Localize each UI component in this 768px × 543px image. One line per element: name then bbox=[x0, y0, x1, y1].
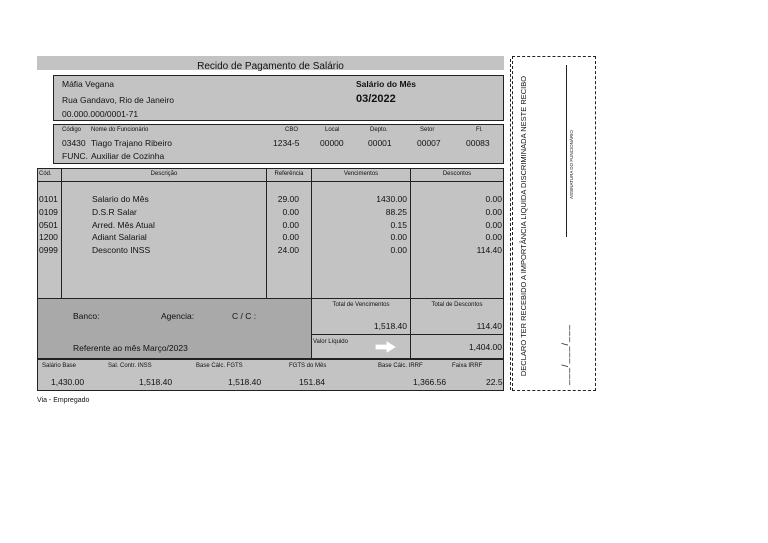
total-deductions-value: 114.40 bbox=[476, 321, 502, 331]
agency-label: Agencia: bbox=[161, 311, 195, 321]
date-field: ___/___/___ bbox=[560, 323, 570, 385]
row-description: Desconto INSS bbox=[92, 245, 151, 255]
arrow-right-icon bbox=[375, 341, 397, 353]
employee-block bbox=[53, 124, 504, 164]
row-earnings: 0.00 bbox=[390, 232, 407, 242]
header-description: Descrição bbox=[150, 171, 178, 177]
label-setor: Setor bbox=[420, 127, 435, 133]
title-bar bbox=[37, 56, 504, 70]
period-label: Salário do Mês bbox=[356, 79, 416, 89]
net-value-label: Valor Líquido bbox=[313, 339, 348, 345]
row-code: 0101 bbox=[39, 194, 58, 204]
base-value: 22.5 bbox=[486, 377, 503, 387]
header-deductions: Descontos bbox=[442, 171, 472, 177]
account-label: C / C : bbox=[232, 311, 257, 321]
items-table bbox=[37, 168, 504, 359]
employee-depto: 00001 bbox=[368, 138, 392, 148]
base-value: 1,366.56 bbox=[413, 377, 447, 387]
base-value: 1,518.40 bbox=[139, 377, 173, 387]
header-earnings: Vencimentos bbox=[343, 171, 379, 177]
label-code: Código bbox=[62, 127, 82, 133]
base-value: 1,430.00 bbox=[51, 377, 85, 387]
label-local: Local bbox=[325, 127, 340, 133]
base-label: Base Cálc. FGTS bbox=[196, 363, 243, 369]
row-earnings: 1430.00 bbox=[376, 194, 407, 204]
total-earnings-value: 1,518.40 bbox=[373, 321, 407, 331]
label-depto: Depto. bbox=[370, 127, 388, 133]
row-reference: 0.00 bbox=[282, 220, 299, 230]
bases-row bbox=[37, 359, 504, 391]
company-cnpj: 00.000.000/0001-71 bbox=[62, 109, 139, 119]
label-employee-name: Nome do Funcionário bbox=[91, 127, 149, 133]
row-description: Arred. Mês Atual bbox=[92, 220, 155, 230]
row-earnings: 0.15 bbox=[390, 220, 407, 230]
bank-label: Banco: bbox=[73, 311, 100, 321]
base-label: FGTS do Mês bbox=[289, 363, 327, 369]
total-deductions-label: Total de Descontos bbox=[431, 302, 483, 308]
row-code: 0501 bbox=[39, 220, 58, 230]
row-earnings: 0.00 bbox=[390, 245, 407, 255]
base-label: Base Cálc. IRRF bbox=[378, 363, 423, 369]
header-divider bbox=[38, 181, 503, 182]
employee-name: Tiago Trajano Ribeiro bbox=[91, 138, 172, 148]
func-label: FUNC. bbox=[62, 151, 88, 161]
total-earnings-label: Total de Vencimentos bbox=[332, 302, 390, 308]
row-code: 1200 bbox=[39, 232, 58, 242]
via-label: Via - Empregado bbox=[37, 397, 90, 404]
row-reference: 29.00 bbox=[277, 194, 299, 204]
bank-area bbox=[38, 299, 311, 358]
header-reference: Referência bbox=[274, 171, 304, 177]
employee-fl: 00083 bbox=[466, 138, 490, 148]
row-reference: 0.00 bbox=[282, 232, 299, 242]
receipt-stub bbox=[512, 56, 596, 391]
col-divider bbox=[61, 169, 62, 299]
base-label: Sal. Contr. INSS bbox=[108, 363, 152, 369]
base-value: 1,518.40 bbox=[228, 377, 262, 387]
employee-local: 00000 bbox=[320, 138, 344, 148]
base-label: Faixa IRRF bbox=[452, 363, 483, 369]
row-deductions: 0.00 bbox=[485, 220, 502, 230]
net-divider bbox=[311, 334, 503, 335]
employee-code: 03430 bbox=[62, 138, 86, 148]
employee-cbo: 1234-5 bbox=[273, 138, 300, 148]
row-description: Salario do Mês bbox=[92, 194, 149, 204]
base-label: Salário Base bbox=[42, 363, 77, 369]
label-fl: Fl. bbox=[476, 127, 483, 133]
signature-label: ASSINATURA DO FUNCIONÁRIO bbox=[569, 130, 574, 199]
row-earnings: 88.25 bbox=[385, 207, 407, 217]
base-value: 151.84 bbox=[299, 377, 325, 387]
period-value: 03/2022 bbox=[356, 93, 396, 105]
page-title: Recido de Pagamento de Salário bbox=[197, 61, 344, 72]
employee-setor: 00007 bbox=[417, 138, 441, 148]
row-description: D.S.R Salar bbox=[92, 207, 137, 217]
label-cbo: CBO bbox=[285, 127, 299, 133]
company-name: Máfia Vegana bbox=[62, 79, 114, 89]
reference-month: Referente ao mês Março/2023 bbox=[73, 343, 188, 353]
row-code: 0999 bbox=[39, 245, 58, 255]
row-deductions: 0.00 bbox=[485, 232, 502, 242]
company-address: Rua Gandavo, Rio de Janeiro bbox=[62, 95, 174, 105]
func-value: Auxiliar de Cozinha bbox=[91, 151, 165, 161]
header-code: Cód. bbox=[39, 171, 52, 177]
net-value: 1,404.00 bbox=[468, 342, 502, 352]
declaration-text: DECLARO TER RECEBIDO A IMPORTÂNCIA LIQUIDA DISCRIMINADA NESTE RECIBO bbox=[519, 75, 528, 377]
row-deductions: 0.00 bbox=[485, 207, 502, 217]
row-code: 0109 bbox=[39, 207, 58, 217]
row-deductions: 114.40 bbox=[476, 245, 502, 255]
row-reference: 24.00 bbox=[277, 245, 299, 255]
company-block bbox=[53, 75, 504, 121]
row-reference: 0.00 bbox=[282, 207, 299, 217]
row-deductions: 0.00 bbox=[485, 194, 502, 204]
signature-line bbox=[566, 65, 567, 237]
row-description: Adiant Salarial bbox=[92, 232, 147, 242]
